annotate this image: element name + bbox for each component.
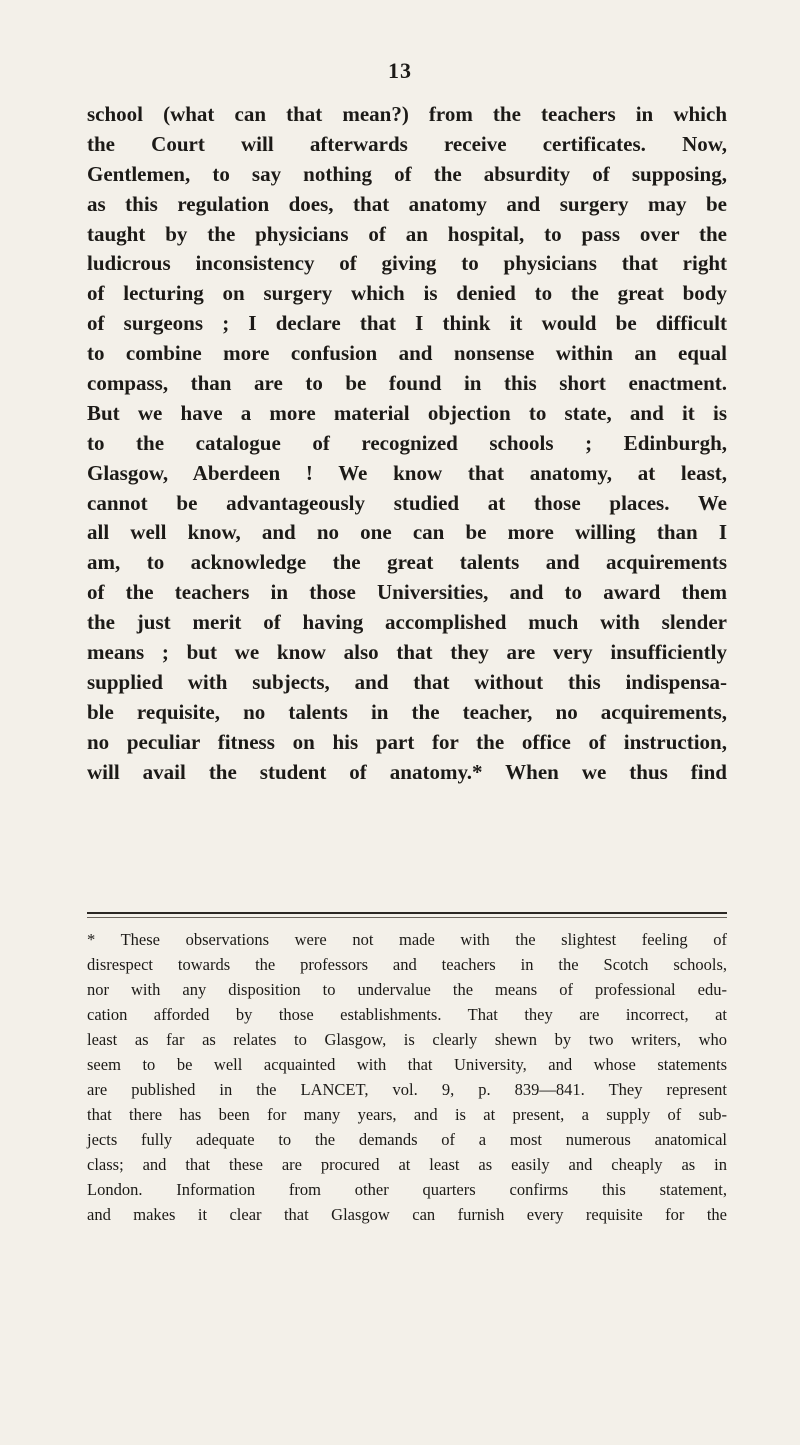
footnote-line: jects fully adequate to the demands of a most numerous anatomical — [87, 1130, 727, 1149]
footnote-line: least as far as relates to Glasgow, is clearly shewn by two writers, who — [87, 1030, 727, 1049]
footnote-line: London. Information from other quarters confirms this statement, — [87, 1180, 727, 1199]
main-line: Glasgow, Aberdeen ! We know that anatomy, at least, — [87, 460, 727, 485]
footnote — [87, 927, 727, 1227]
main-line: as this regulation does, that anatomy and surgery may be — [87, 191, 727, 216]
main-line: the just merit of having accomplished much with slender — [87, 610, 727, 635]
page-number: 13 — [388, 58, 412, 83]
main-line: Gentlemen, to say nothing of the absurdity of supposing, — [87, 161, 727, 186]
footnote-line: nor with any disposition to undervalue the means of professional edu- — [87, 980, 727, 999]
main-line: of surgeons ; I declare that I think it would be difficult — [87, 311, 727, 336]
main-text — [87, 100, 727, 787]
footnote-line: seem to be well acquainted with that University, and whose statements — [87, 1055, 727, 1074]
footnote-line: are published in the LANCET, vol. 9, p. 839—841. They represent — [87, 1080, 727, 1099]
main-line: cannot be advantageously studied at those places. We — [87, 490, 727, 515]
main-line: compass, than are to be found in this short enactment. — [87, 371, 727, 396]
main-line: supplied with subjects, and that without this indispensa- — [87, 669, 727, 694]
main-line: all well know, and no one can be more willing than I — [87, 520, 727, 545]
footnote-line: cation afforded by those establishments. That they are incorrect, at — [87, 1005, 727, 1024]
main-line: ble requisite, no talents in the teacher, no acquirements, — [87, 699, 727, 724]
main-line: taught by the physicians of an hospital, to pass over the — [87, 221, 727, 246]
footnote-line: and makes it clear that Glasgow can furnish every requisite for the — [87, 1205, 727, 1224]
footnote-line: * These observations were not made with the slightest feeling of — [87, 930, 727, 949]
footnote-rule — [87, 912, 727, 918]
footnote-line: class; and that these are procured at least as easily and cheaply as in — [87, 1155, 727, 1174]
main-line: to the catalogue of recognized schools ; Edinburgh, — [87, 430, 727, 455]
main-line: ludicrous inconsistency of giving to physicians that right — [87, 251, 727, 276]
footnote-line: disrespect towards the professors and teachers in the Scotch schools, — [87, 955, 727, 974]
footnote-line: that there has been for many years, and is at present, a supply of sub- — [87, 1105, 727, 1124]
main-line: of lecturing on surgery which is denied to the great body — [87, 281, 727, 306]
main-line: of the teachers in those Universities, and to award them — [87, 580, 727, 605]
main-line: to combine more confusion and nonsense within an equal — [87, 341, 727, 366]
main-line: means ; but we know also that they are very insufficiently — [87, 640, 727, 665]
main-line: am, to acknowledge the great talents and acquirements — [87, 550, 727, 575]
main-line: will avail the student of anatomy.* When we thus find — [87, 759, 727, 784]
main-line: the Court will afterwards receive certificates. Now, — [87, 131, 727, 156]
main-line: no peculiar fitness on his part for the office of instruction, — [87, 729, 727, 754]
main-line: school (what can that mean?) from the teachers in which — [87, 102, 727, 126]
main-line: But we have a more material objection to state, and it is — [87, 400, 727, 425]
